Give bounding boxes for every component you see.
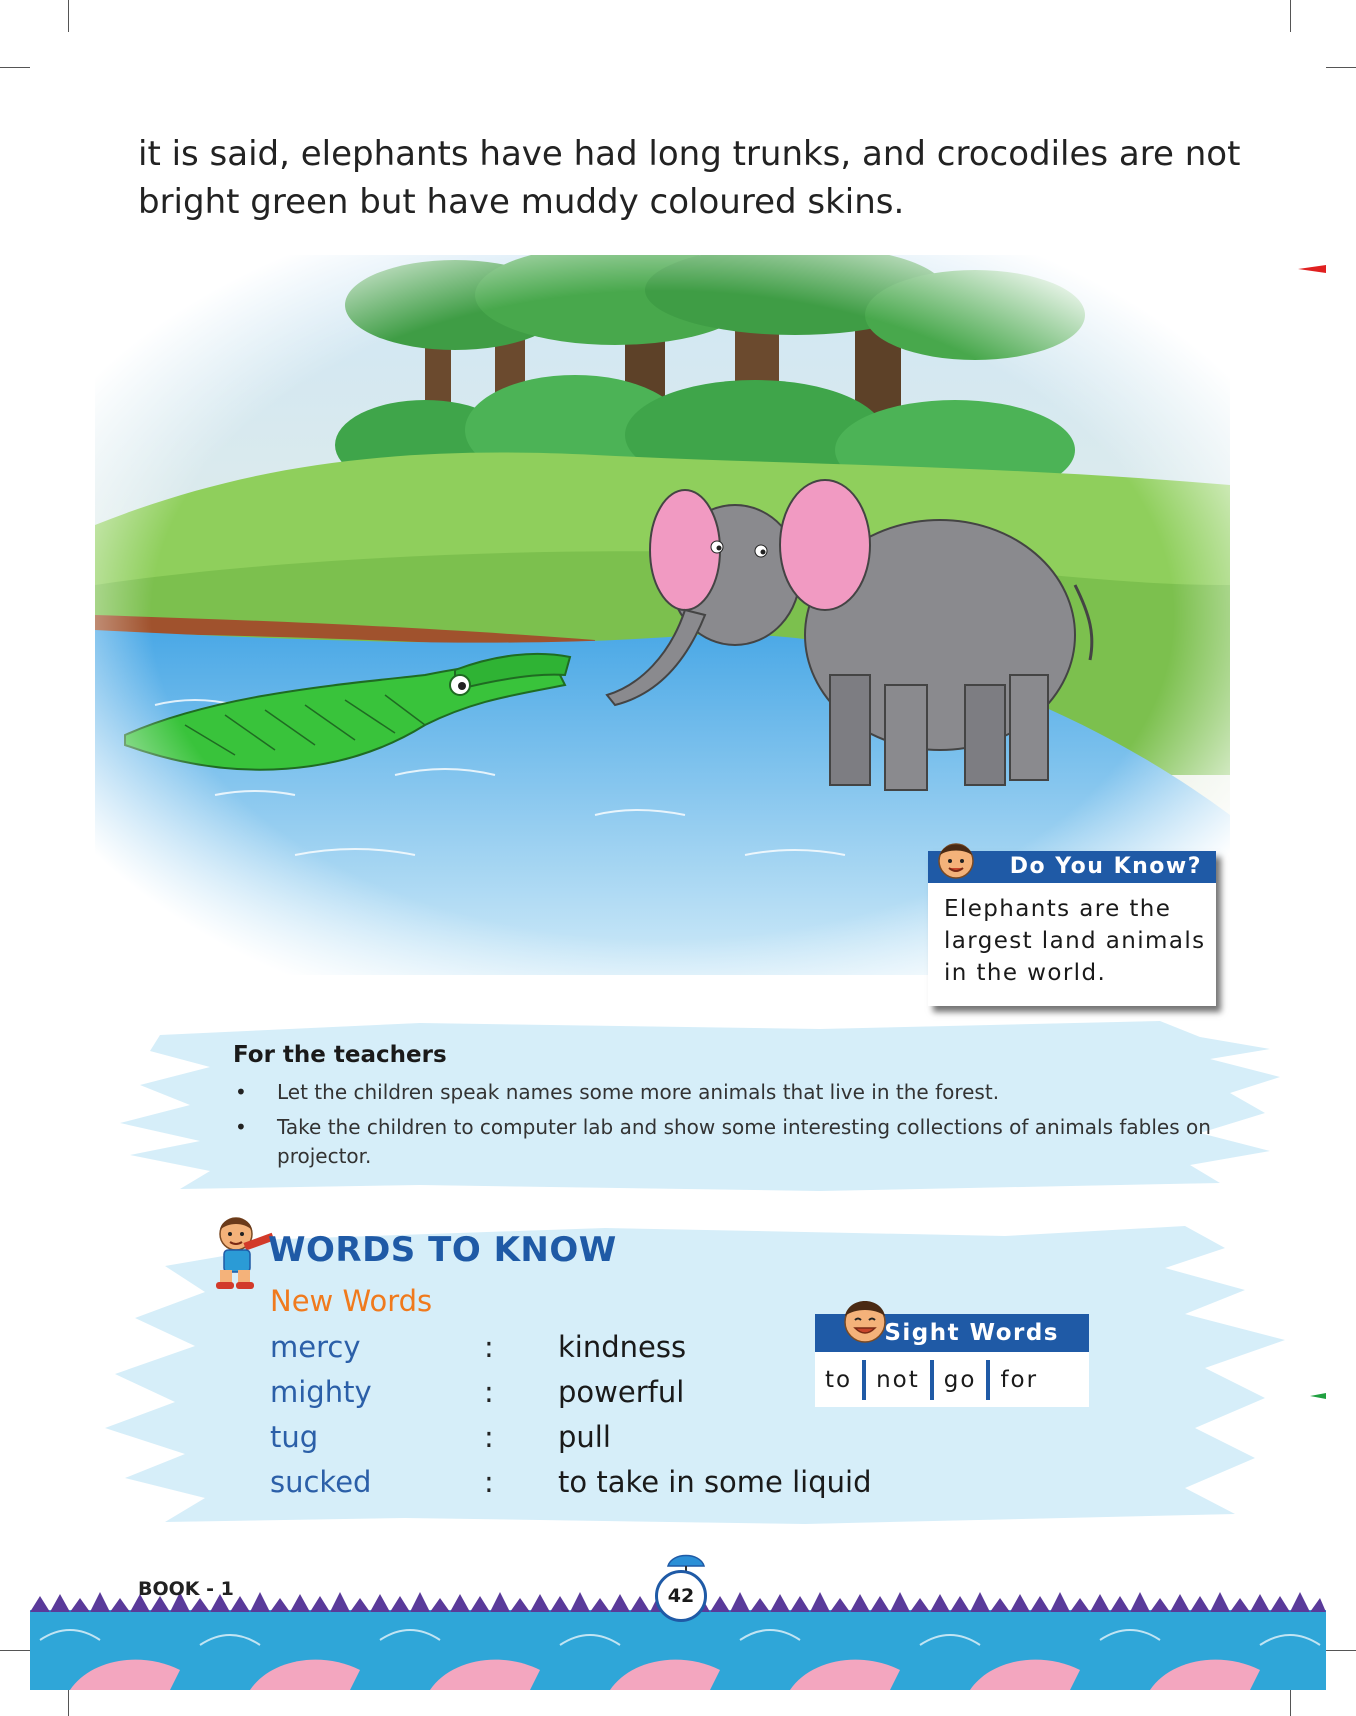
sight-word: for bbox=[1000, 1367, 1039, 1393]
book-label: BOOK - 1 bbox=[138, 1578, 234, 1600]
crop-mark bbox=[1290, 0, 1291, 32]
words-to-know-title: WORDS TO KNOW bbox=[268, 1230, 617, 1270]
new-words-title: New Words bbox=[270, 1284, 433, 1318]
sight-words-title: Sight Words bbox=[815, 1314, 1089, 1352]
do-you-know-title: Do You Know? bbox=[928, 851, 1216, 883]
crop-mark bbox=[1326, 1650, 1356, 1651]
crop-mark bbox=[1290, 1686, 1291, 1716]
page-number: 42 bbox=[655, 1570, 707, 1622]
boy-face-icon bbox=[837, 1292, 893, 1348]
do-you-know-text: Elephants are the largest land animals in the world. bbox=[944, 896, 1206, 986]
vocab-meaning: kindness bbox=[558, 1330, 687, 1364]
vocab-word: mighty bbox=[270, 1375, 372, 1409]
vocab-colon: : bbox=[484, 1375, 494, 1409]
sight-word: to bbox=[825, 1367, 853, 1393]
vocab-word: tug bbox=[270, 1420, 319, 1454]
vocab-meaning: to take in some liquid bbox=[558, 1465, 872, 1499]
vocab-row bbox=[270, 1460, 910, 1505]
teachers-item-text: Take the children to computer lab and show some interesting collections of animals fables on projector. bbox=[277, 1115, 1211, 1168]
vocab-row bbox=[270, 1370, 910, 1415]
vocab-colon: : bbox=[484, 1330, 494, 1364]
sight-words-box bbox=[815, 1314, 1089, 1407]
teachers-list bbox=[233, 1078, 1213, 1177]
sight-word: go bbox=[943, 1367, 977, 1393]
list-item bbox=[233, 1078, 1213, 1107]
vocab-meaning: powerful bbox=[558, 1375, 685, 1409]
vocab-colon: : bbox=[484, 1420, 494, 1454]
do-you-know-box bbox=[928, 851, 1216, 1006]
vocab-row bbox=[270, 1325, 910, 1370]
crop-mark bbox=[68, 0, 69, 32]
new-words-list bbox=[270, 1325, 910, 1505]
crop-mark bbox=[68, 1686, 69, 1716]
vocab-row bbox=[270, 1415, 910, 1460]
bullet: • bbox=[235, 1115, 247, 1139]
sight-words-row bbox=[815, 1358, 1089, 1402]
vocab-word: sucked bbox=[270, 1465, 372, 1499]
teachers-item-text: Let the children speak names some more animals that live in the forest. bbox=[277, 1080, 1000, 1104]
sight-word: not bbox=[876, 1367, 920, 1393]
vocab-colon: : bbox=[484, 1465, 494, 1499]
crop-mark bbox=[0, 1650, 30, 1651]
crop-mark bbox=[1326, 67, 1356, 68]
crop-mark bbox=[0, 67, 30, 68]
story-paragraph: it is said, elephants have had long trunks, and crocodiles are not bright green but have muddy coloured skins. bbox=[138, 134, 1241, 222]
bullet: • bbox=[235, 1080, 247, 1104]
teachers-title: For the teachers bbox=[233, 1042, 447, 1068]
registration-mark-red bbox=[1298, 265, 1326, 273]
boy-face-icon bbox=[934, 837, 978, 881]
vocab-meaning: pull bbox=[558, 1420, 611, 1454]
vocab-word: mercy bbox=[270, 1330, 361, 1364]
list-item bbox=[233, 1113, 1213, 1171]
registration-mark-green bbox=[1310, 1393, 1326, 1399]
